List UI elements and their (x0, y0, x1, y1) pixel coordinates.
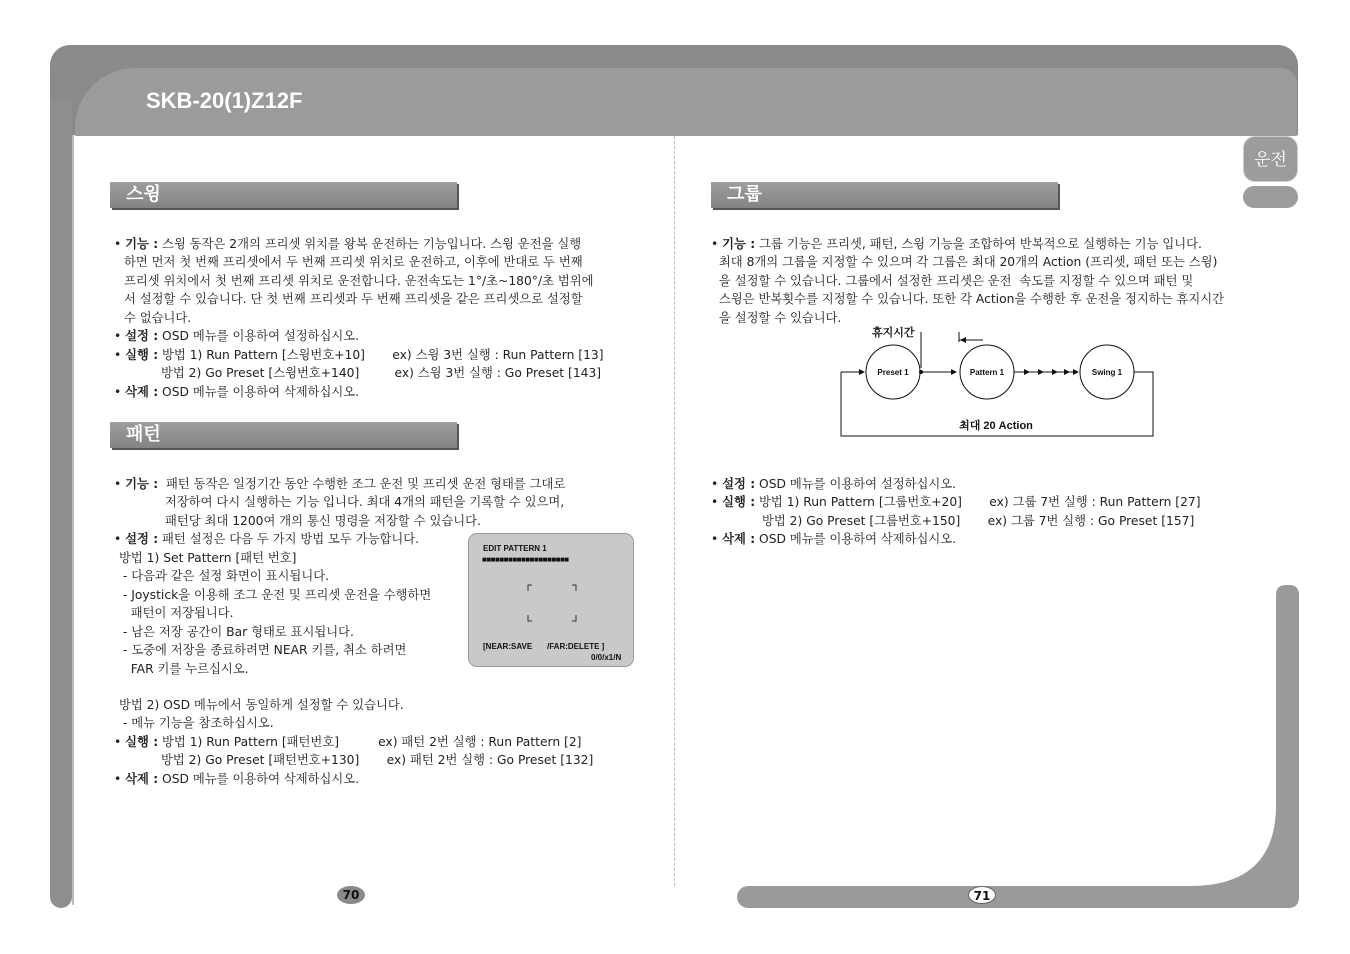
node-pattern-label: Pattern 1 (969, 368, 1005, 377)
pattern-setting-label: 설정 : (125, 532, 159, 546)
group-delete-label: 삭제 : (722, 532, 756, 546)
left-frame-bar (50, 100, 72, 908)
page-number-right: 71 (968, 886, 996, 904)
osd-far-label: /FAR:DELETE ] (547, 642, 605, 651)
osd-progress-bar: ■■■■■■■■■■■■■■■■■■■■ (482, 555, 569, 564)
swing-function-line: 프리셋 위치에서 첫 번째 프리셋 위치로 운전합니다. 운전속도는 1°/초~180°/초 범위에 (124, 273, 594, 288)
group-function-line: 그룹 기능은 프리셋, 패턴, 스윙 기능을 조합하여 반복적으로 실행하는 기능 입니다. (755, 236, 1202, 251)
pattern-method1-line: - 남은 저장 공간이 Bar 형태로 표시됩니다. (119, 624, 354, 639)
pattern-method1-line: - Joystick을 이용해 조그 운전 및 프리셋 운전을 수행하면 (119, 587, 432, 602)
pattern-setting-text: 패턴 설정은 다음 두 가지 방법 모두 가능합니다. (158, 532, 420, 546)
swing-body: • 기능 : 스윙 동작은 2개의 프리셋 위치를 왕복 운전하는 기능입니다. 스윙 운전을 실행 하면 먼저 첫 번째 프리셋에서 두 번째 프리셋 위치로 운전하고, 이후에 반대로 두 번째 프리셋 위치에서 첫 번째 프리셋 위치로 운전합니다. 운전속도는 1°/초~180°/초 범위에 서 설정할 수 있습니다. 단 첫 번째 프리셋과 두 번째 프리셋을 같은 프리셋으로 설정할 수 없습니다. • 설정 : OSD 메뉴를 이용하여 설정하십시오. • 실행 : 방법 1) Run Pattern [스윙번호+10] ex) 스윙 3번 실행 : Run Pattern [13] 방법 2) Go Preset [스윙번호+140] ex) 스윙 3번 실행 : Go Preset [143] • 삭제 : OSD 메뉴를 이용하여 삭제하십시오. (114, 236, 604, 399)
left-frame-line (72, 135, 74, 905)
swing-setting-text: OSD 메뉴를 이용하여 설정하십시오. (158, 329, 360, 343)
group-setting-text: OSD 메뉴를 이용하여 설정하십시오. (755, 476, 957, 491)
page-number-left: 70 (337, 886, 365, 904)
pattern-method1-line: 방법 1) Set Pattern [패턴 번호] (119, 550, 297, 565)
osd-edit-pattern-screen (468, 533, 634, 667)
swing-run-label: 실행 : (125, 347, 159, 362)
pattern-run-label: 실행 : (125, 734, 159, 749)
side-tab-blank (1243, 186, 1298, 208)
node-swing-label: Swing 1 (1091, 368, 1123, 377)
swing-function-line: 하면 먼저 첫 번째 프리셋에서 두 번째 프리셋 위치로 운전하고, 이후에 반대로 두 번째 (124, 255, 583, 269)
group-delete-text: OSD 메뉴를 이용하여 삭제하십시오. (755, 532, 957, 546)
group-function-line: 을 설정할 수 있습니다. 그룹에서 설정한 프리셋은 운전 속도를 지정할 수 있으며 패턴 및 (715, 273, 1194, 288)
osd-frame-corners-icon (527, 584, 577, 622)
swing-setting-label: 설정 : (125, 329, 159, 343)
document-title: SKB-20(1)Z12F (146, 88, 303, 113)
group-function-line: 을 설정할 수 있습니다. (715, 310, 842, 325)
section-heading-group: 그룹 (711, 182, 1058, 208)
pattern-method1-line: - 도중에 저장을 종료하려면 NEAR 키를, 취소 하려면 (119, 643, 407, 657)
pattern-method1-line: - 다음과 같은 설정 화면이 표시됩니다. (119, 569, 329, 583)
pattern-method2-line: 방법 2) OSD 메뉴에서 동일하게 설정할 수 있습니다. (119, 697, 404, 712)
pattern-delete-text: OSD 메뉴를 이용하여 삭제하십시오. (158, 771, 360, 786)
section-heading-swing: 스윙 (110, 182, 457, 208)
osd-counter: 0/0/x1/N (591, 653, 622, 662)
osd-near-label: [NEAR:SAVE (483, 642, 533, 651)
side-tab-operation: 운전 (1243, 136, 1298, 182)
osd-title: EDIT PATTERN 1 (483, 544, 547, 553)
group-function-line: 최대 8개의 그룹을 지정할 수 있으며 각 그룹은 최대 20개의 Action (프리셋, 패턴 또는 스윙) (715, 255, 1218, 269)
group-function-line: 스윙은 반복횟수를 지정할 수 있습니다. 또한 각 Action을 수행한 후 운전을 정지하는 휴지시간 (715, 292, 1224, 306)
swing-function-line: 서 설정할 수 있습니다. 단 첫 번째 프리셋과 두 번째 프리셋을 같은 프리셋으로 설정할 (124, 292, 583, 306)
pattern-function-label: 기능 : (125, 476, 159, 491)
group-body-top: • 기능 : 그룹 기능은 프리셋, 패턴, 스윙 기능을 조합하여 반복적으로 실행하는 기능 입니다. 최대 8개의 그룹을 지정할 수 있으며 각 그룹은 최대 20개의 Action (프리셋, 패턴 또는 스윙) 을 설정할 수 있습니다. 그룹에서 설정한 프리셋은 운전 속도를 지정할 수 있으며 패턴 및 스윙은 반복횟수를 지정할 수 있습니다. 또한 각 Action을 수행한 후 운전을 정지하는 휴지시간 을 설정할 수 있습니다. (711, 216, 1224, 346)
pattern-method1 (119, 530, 431, 697)
node-preset-label: Preset 1 (877, 368, 909, 377)
swing-delete-label: 삭제 : (125, 384, 159, 399)
pattern-run-line: 방법 2) Go Preset [패턴번호+130] ex) 패턴 2번 실행 : Go Preset [132] (161, 753, 594, 767)
swing-function-label: 기능 : (125, 236, 159, 251)
pattern-run-line: 방법 1) Run Pattern [패턴번호] ex) 패턴 2번 실행 : Run Pattern [2] (158, 734, 582, 749)
group-function-label: 기능 : (722, 236, 756, 251)
swing-function-line: 수 없습니다. (124, 310, 192, 325)
swing-run-line: 방법 2) Go Preset [스윙번호+140] ex) 스윙 3번 실행 : Go Preset [143] (161, 366, 602, 380)
pattern-function-line: 패턴당 최대 1200여 개의 통신 명령을 저장할 수 있습니다. (165, 513, 481, 528)
group-run-line: 방법 2) Go Preset [그룹번호+150] ex) 그룹 7번 실행 : Go Preset [157] (762, 513, 1195, 528)
bottom-frame-bar (737, 886, 1298, 908)
group-run-label: 실행 : (722, 495, 756, 509)
pattern-method2-line: - 메뉴 기능을 참조하십시오. (119, 716, 274, 730)
group-body-bottom: • 설정 : OSD 메뉴를 이용하여 설정하십시오. • 실행 : 방법 1) Run Pattern [그룹번호+20] ex) 그룹 7번 실행 : Run Pattern [27] 방법 2) Go Preset [그룹번호+150] ex) 그룹 7번 실행 : Go Preset [157] • 삭제 : OSD 메뉴를 이용하여 삭제하십시오. (711, 476, 1201, 546)
pattern-function-line: 저장하여 다시 실행하는 기능 입니다. 최대 4개의 패턴을 기록할 수 있으며, (165, 495, 565, 509)
swing-function-line: 스윙 동작은 2개의 프리셋 위치를 왕복 운전하는 기능입니다. 스윙 운전을 실행 (158, 236, 582, 251)
dwell-time-label: 휴지시간 (872, 327, 915, 339)
pattern-body-bottom: • 실행 : 방법 1) Run Pattern [패턴번호] ex) 패턴 2번 실행 : Run Pattern [2] 방법 2) Go Preset [패턴번호+130] ex) 패턴 2번 실행 : Go Preset [132] • 삭제 : OSD 메뉴를 이용하여 삭제하십시오. (114, 734, 594, 786)
swing-run-line: 방법 1) Run Pattern [스윙번호+10] ex) 스윙 3번 실행 : Run Pattern [13] (158, 347, 604, 362)
pattern-method1-line: FAR 키를 누르십시오. (119, 661, 249, 676)
swing-delete-text: OSD 메뉴를 이용하여 삭제하십시오. (158, 384, 360, 399)
section-heading-pattern: 패턴 (110, 422, 457, 448)
group-run-line: 방법 1) Run Pattern [그룹번호+20] ex) 그룹 7번 실행 : Run Pattern [27] (755, 495, 1201, 509)
page-divider (674, 136, 675, 886)
pattern-function-line: 패턴 동작은 일정기간 동안 수행한 조그 운전 및 프리셋 운전 형태를 그대로 (158, 476, 566, 491)
pattern-body-top: • 기능 : 패턴 동작은 일정기간 동안 수행한 조그 운전 및 프리셋 운전 형태를 그대로 저장하여 다시 실행하는 기능 입니다. 최대 4개의 패턴을 기록할 수 있으며, 패턴당 최대 1200여 개의 통신 명령을 저장할 수 있습니다. • 설정 : 패턴 설정은 다음 두 가지 방법 모두 가능합니다. (114, 476, 566, 546)
pattern-delete-label: 삭제 : (125, 771, 159, 786)
max-action-label: 최대 20 Action (959, 420, 1033, 432)
right-frame-curve (1010, 585, 1299, 908)
group-setting-label: 설정 : (722, 476, 756, 491)
group-action-diagram (836, 322, 1160, 442)
pattern-method1-line: 패턴이 저장됩니다. (119, 606, 234, 620)
